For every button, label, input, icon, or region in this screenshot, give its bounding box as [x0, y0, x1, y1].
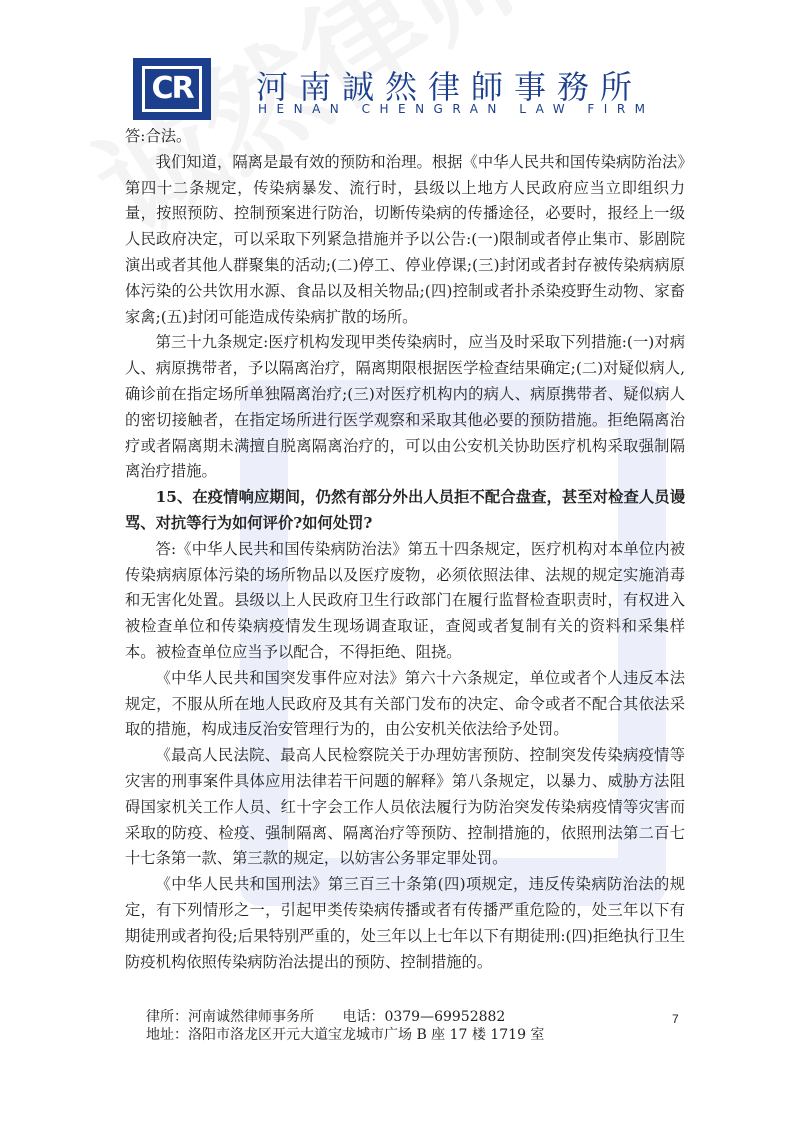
- paragraph: 答:《中华人民共和国传染病防治法》第五十四条规定，医疗机构对本单位内被传染病病原体污染的场所物品以及医疗废物，必须依照法律、法规的规定实施消毒和无害化处置。县级以上人民政府卫生行政部门在履行监督检查职责时，有权进入被检查单位和传染病疫情发生现场调查取证，查阅或者复制有关的资料和采集样本。被检查单位应当予以配合，不得拒绝、阻挠。: [125, 539, 685, 661]
- firm-name-cn: 河南誠然律師事務所: [256, 68, 644, 106]
- paragraph: 我们知道，隔离是最有效的预防和治理。根据《中华人民共和国传染病防治法》第四十二条规定，传染病暴发、流行时，县级以上地方人民政府应当立即组织力量，按照预防、控制预案进行防治，切断传染病的传播途径，必要时，报经上一级人民政府决定，可以采取下列紧急措施并予以公告:(一)限制或者停止集市、影剧院演出或者其他人群聚集的活动;(二)停工、停业停课;(三)封闭或者封存被传染病病原体污染的公共饮用水源、食品以及相关物品;(四)控制或者扑杀染疫野生动物、家畜家禽;(五)封闭可能造成传染病扩散的场所。: [125, 152, 685, 326]
- letterhead: [133, 58, 713, 124]
- question-heading: 15、在疫情响应期间，仍然有部分外出人员拒不配合盘查，甚至对检查人员谩骂、对抗等行为如何评价?如何处罚?: [125, 488, 685, 532]
- firm-name-en: HENAN CHENGRAN LAW FIRM: [258, 102, 655, 116]
- paragraph: 答:合法。: [125, 127, 192, 145]
- page-footer: [146, 1008, 544, 1044]
- logo-mark: CR: [142, 66, 202, 112]
- paragraph: 《中华人民共和国刑法》第三百三十条第(四)项规定，违反传染病防治法的规定，有下列情形之一，引起甲类传染病传播或者有传播严重危险的，处三年以下有期徒刑或者拘役;后果特别严重的，处三年以上七年以下有期徒刑:(四)拒绝执行卫生防疫机构依照传染病防治法提出的预防、控制措施的。: [125, 875, 685, 971]
- paragraph: 《中华人民共和国突发事件应对法》第六十六条规定，单位或者个人违反本法规定，不服从所在地人民政府及其有关部门发布的决定、命令或者不配合其依法采取的措施，构成违反治安管理行为的，由公安机关依法给予处罚。: [125, 668, 685, 739]
- page-number: 7: [672, 1012, 679, 1026]
- paragraph: 第三十九条规定:医疗机构发现甲类传染病时，应当及时采取下列措施:(一)对病人、病原携带者，予以隔离治疗，隔离期限根据医学检查结果确定;(二)对疑似病人,确诊前在指定场所单独隔离治疗;(三)对医疗机构内的病人、病原携带者、疑似病人的密切接触者，在指定场所进行医学观察和采取其他必要的预防措施。拒绝隔离治疗或者隔离期未满擅自脱离隔离治疗的，可以由公安机关协助医疗机构采取强制隔离治疗措施。: [125, 333, 685, 481]
- paragraph: 《最高人民法院、最高人民检察院关于办理妨害预防、控制突发传染病疫情等灾害的刑事案件具体应用法律若干问题的解释》第八条规定，以暴力、威胁方法阻碍国家机关工作人员、红十字会工作人员依法履行为防治突发传染病疫情等灾害而采取的防疫、检疫、强制隔离、隔离治疗等预防、控制措施的，依照刑法第二百七十七条第一款、第三款的规定，以妨害公务罪定罪处罚。: [125, 746, 685, 868]
- footer-phone: 电话：0379—69952882: [342, 1009, 506, 1025]
- footer-address: 地址：洛阳市洛龙区开元大道宝龙城市广场 B 座 17 楼 1719 室: [146, 1027, 545, 1043]
- document-body: [125, 124, 685, 975]
- footer-law-firm: 律所：河南诚然律师事务所: [146, 1009, 314, 1025]
- firm-logo: [133, 58, 211, 120]
